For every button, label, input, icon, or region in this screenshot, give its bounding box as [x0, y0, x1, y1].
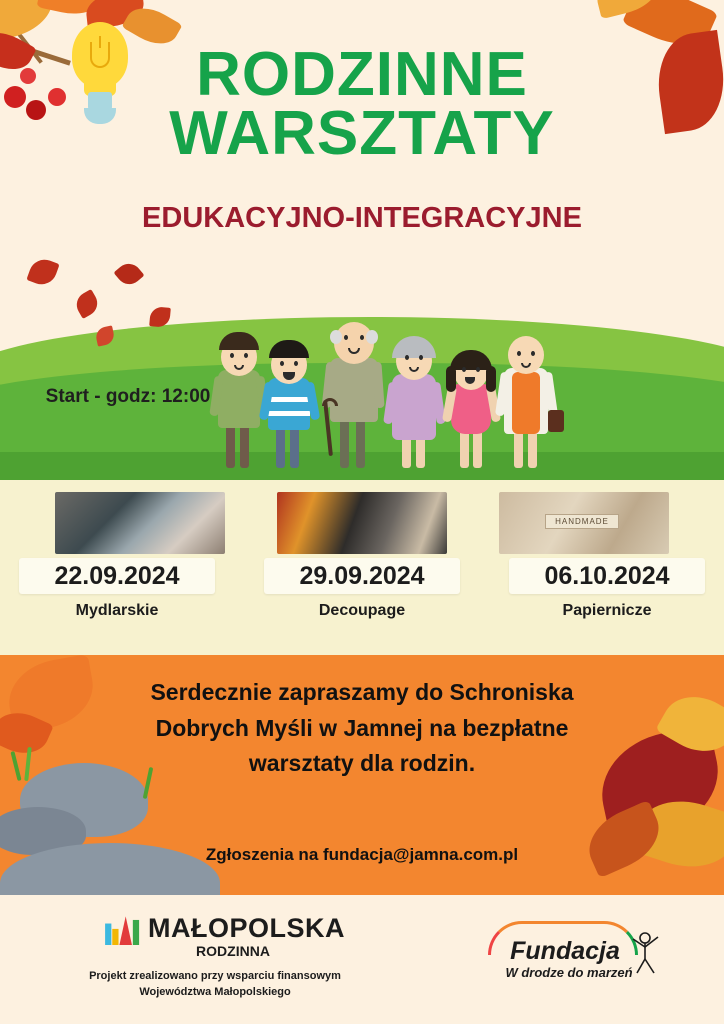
- title-line-1: RODZINNE: [196, 40, 528, 109]
- project-line-1: Projekt zrealizowano przy wsparciu finansowym: [89, 970, 341, 982]
- workshop-date-3: 06.10.2024: [509, 558, 705, 594]
- workshop-label-1: Mydlarskie: [75, 602, 159, 619]
- poster-footer: [0, 895, 724, 1024]
- fundacja-logo: [480, 915, 680, 987]
- malopolska-logo-icon: [105, 911, 141, 945]
- malopolska-subname: RODZINNA: [196, 943, 270, 959]
- page-title: [0, 40, 724, 168]
- fundacja-name: Fundacja: [510, 937, 620, 965]
- invite-line-1: Serdecznie zapraszamy do Schroniska: [150, 679, 574, 705]
- soap-making-photo: [55, 492, 225, 554]
- fundacja-figure-icon: [628, 931, 662, 975]
- title-line-2: WARSZTATY: [169, 98, 555, 168]
- handmade-paper-photo: HANDMADE: [499, 492, 669, 554]
- project-funding-note: [40, 969, 390, 1001]
- figure-grandmother: [382, 320, 444, 468]
- workshop-date-2: 29.09.2024: [264, 558, 460, 594]
- start-time-text: Start - godz: 12:00: [45, 386, 211, 407]
- family-illustration-scene: [0, 255, 724, 480]
- workshop-label-2: Decoupage: [318, 602, 406, 619]
- project-line-2: Województwa Małopolskiego: [139, 985, 291, 998]
- contact-email-text: Zgłoszenia na fundacja@jamna.com.pl: [205, 845, 519, 864]
- figure-mother-orange: [492, 312, 558, 468]
- figure-grandfather: [318, 298, 388, 468]
- workshop-dates-band: [0, 480, 724, 655]
- invite-line-3: warsztaty dla rodzin.: [248, 750, 476, 777]
- workshop-label-3: Papiernicze: [562, 602, 652, 619]
- fundacja-tagline: W drodze do marzeń: [505, 965, 633, 980]
- malopolska-name: MAŁOPOLSKA: [148, 913, 345, 943]
- workshop-date-1: 22.09.2024: [19, 558, 215, 594]
- poster-header: [0, 0, 724, 255]
- invite-line-2: Dobrych Myśli w Jamnej na bezpłatne: [155, 714, 569, 741]
- decoupage-brushes-photo: [277, 492, 447, 554]
- invitation-section: [0, 655, 724, 895]
- figure-boy-blue: [258, 330, 318, 468]
- page-subtitle: EDUKACYJNO-INTEGRACYJNE: [142, 202, 582, 234]
- invitation-text: [112, 675, 612, 782]
